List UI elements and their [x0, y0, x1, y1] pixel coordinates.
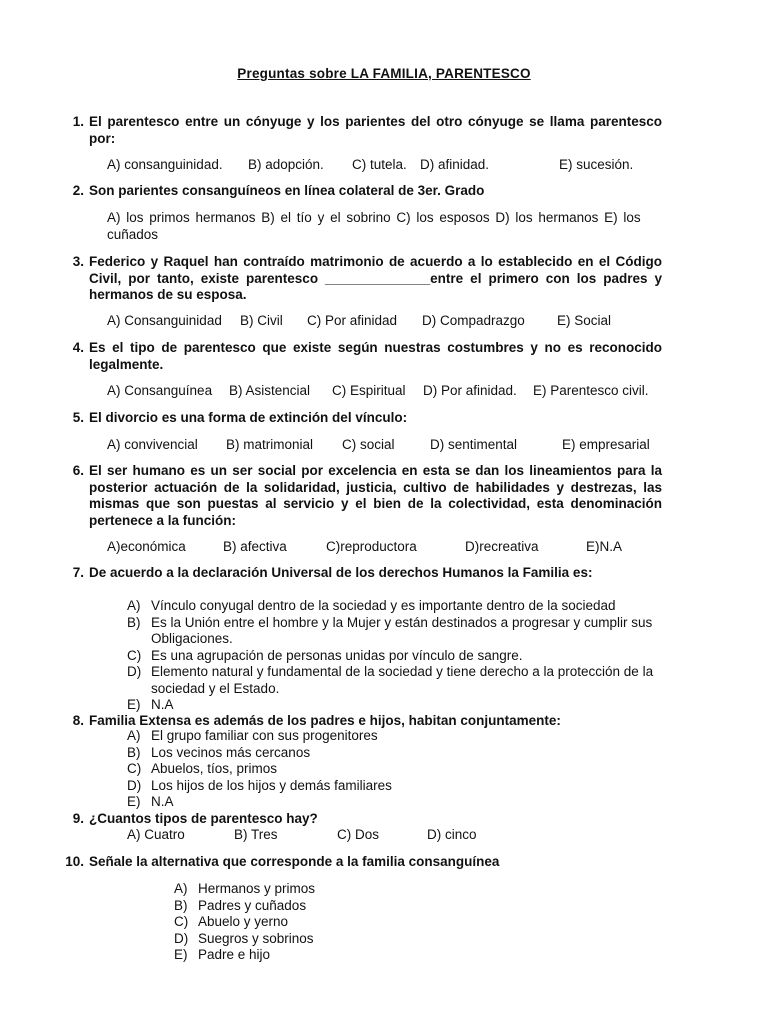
option-letter: D): [127, 664, 142, 679]
option-text: Elemento natural y fundamental de la sociedad y tiene derecho a la protección de la sociedad y el Estado.: [151, 664, 654, 696]
question-text: Es el tipo de parentesco que existe según nuestras costumbres y no es reconocido legalmente.: [89, 340, 662, 372]
option-letter: E): [127, 794, 141, 809]
option-a[interactable]: [127, 728, 667, 745]
option-text: El grupo familiar con sus progenitores: [151, 728, 378, 743]
question-number: 3.: [72, 254, 84, 269]
option-d[interactable]: D) Por afinidad.: [423, 383, 517, 398]
question-8-options: [127, 728, 667, 811]
question-9: [62, 811, 662, 828]
option-letter: A): [174, 881, 188, 896]
question-7: [62, 565, 662, 582]
option-d[interactable]: [127, 664, 667, 697]
option-c[interactable]: C)reproductora: [326, 539, 417, 554]
option-c[interactable]: C) tutela.: [352, 157, 407, 172]
question-3: [62, 254, 662, 304]
option-e[interactable]: E) Parentesco civil.: [533, 383, 649, 398]
option-d[interactable]: D)recreativa: [465, 539, 539, 554]
option-a[interactable]: A) Consanguinidad: [107, 313, 222, 328]
option-e[interactable]: [174, 947, 474, 964]
option-d[interactable]: D) Compadrazgo: [422, 313, 525, 328]
question-text: El ser humano es un ser social por excelencia en esta se dan los lineamientos para la posterior actuación de la solidaridad, justicia, cultivo de habilidades y destrezas, las mismas que son puestas al servicio y el bien de la colectividad, esta denominación pertenece a la función:: [89, 463, 662, 528]
option-text: Padres y cuñados: [198, 897, 307, 913]
option-letter: B): [127, 614, 141, 630]
question-text: Familia Extensa es además de los padres e hijos, habitan conjuntamente:: [89, 713, 561, 728]
question-text: De acuerdo a la declaración Universal de los derechos Humanos la Familia es:: [89, 565, 593, 580]
option-d[interactable]: [127, 778, 667, 795]
option-c[interactable]: C) Por afinidad: [307, 313, 398, 328]
question-number: 4.: [72, 340, 84, 355]
option-d[interactable]: D) afinidad.: [420, 157, 490, 172]
option-e[interactable]: [127, 697, 667, 714]
option-letter: C): [127, 647, 142, 663]
page-title: Preguntas sobre LA FAMILIA, PARENTESCO: [237, 66, 531, 81]
option-c[interactable]: [127, 648, 667, 665]
question-text: Son parientes consanguíneos en línea colateral de 3er. Grado: [89, 183, 485, 198]
question-7-options: [127, 598, 667, 714]
option-c[interactable]: C) Espiritual: [332, 383, 406, 398]
option-b[interactable]: B) Civil: [240, 313, 283, 328]
option-c[interactable]: [127, 761, 667, 778]
option-a[interactable]: A) consanguinidad.: [107, 157, 223, 172]
question-number: 6.: [72, 463, 84, 478]
option-b[interactable]: B) matrimonial: [226, 437, 314, 452]
option-letter: B): [174, 897, 188, 913]
option-text: Los vecinos más cercanos: [151, 744, 311, 760]
option-text: N.A: [151, 794, 174, 809]
question-6: [62, 463, 662, 529]
option-c[interactable]: C) social: [342, 437, 395, 452]
option-b[interactable]: [127, 745, 667, 762]
question-text: El parentesco entre un cónyuge y los parientes del otro cónyuge se llama parentesco por:: [89, 114, 662, 146]
question-text: Federico y Raquel han contraído matrimonio de acuerdo a lo establecido en el Código Civil, por tanto, existe parentesco ______________entre el primero con los padres y hermanos de su esposa.: [89, 254, 662, 302]
option-e[interactable]: E) sucesión.: [559, 157, 634, 172]
option-text: Es una agrupación de personas unidas por vínculo de sangre.: [151, 647, 523, 663]
option-letter: D): [174, 930, 189, 946]
question-text: ¿Cuantos tipos de parentesco hay?: [89, 811, 318, 826]
option-b[interactable]: B) Asistencial: [229, 383, 311, 398]
question-number: 5.: [72, 410, 84, 425]
option-b[interactable]: [174, 898, 474, 915]
option-b[interactable]: B) adopción.: [248, 157, 324, 172]
option-c[interactable]: [174, 914, 474, 931]
question-number: 8.: [72, 713, 84, 728]
option-letter: D): [127, 777, 142, 793]
question-4: [62, 340, 662, 373]
question-text: Señale la alternativa que corresponde a la familia consanguínea: [89, 854, 500, 869]
option-letter: A): [127, 728, 141, 743]
option-d[interactable]: D) cinco: [427, 827, 477, 842]
option-text: Suegros y sobrinos: [198, 930, 314, 946]
option-a[interactable]: A) Cuatro: [127, 827, 185, 842]
option-text: Padre e hijo: [198, 947, 271, 962]
option-letter: E): [127, 697, 141, 712]
option-letter: C): [174, 914, 189, 929]
option-a[interactable]: [174, 881, 474, 898]
question-number: 9.: [72, 811, 84, 826]
option-letter: A): [127, 598, 141, 613]
option-letter: B): [127, 744, 141, 760]
option-text: Vínculo conyugal dentro de la sociedad y es importante dentro de la sociedad: [151, 598, 616, 613]
question-number: 2.: [72, 183, 84, 198]
option-b[interactable]: [127, 615, 667, 648]
option-a[interactable]: [127, 598, 667, 615]
option-c[interactable]: C) Dos: [337, 827, 380, 842]
option-text: Hermanos y primos: [198, 881, 316, 896]
option-d[interactable]: D) sentimental: [430, 437, 518, 452]
option-text: Abuelos, tíos, primos: [151, 761, 278, 776]
option-e[interactable]: E)N.A: [586, 539, 623, 554]
question-1: [62, 114, 662, 147]
option-b[interactable]: B) afectiva: [223, 539, 287, 554]
option-e[interactable]: E) empresarial: [562, 437, 650, 452]
question-number: 10.: [65, 854, 84, 869]
option-letter: C): [127, 761, 142, 776]
question-10: [62, 854, 662, 871]
question-number: 1.: [72, 114, 84, 129]
option-text: Es la Unión entre el hombre y la Mujer y están destinados a progresar y cumplir sus Obligaciones.: [151, 614, 653, 646]
option-text: Los hijos de los hijos y demás familiares: [151, 777, 392, 793]
option-b[interactable]: B) Tres: [234, 827, 278, 842]
question-number: 7.: [72, 565, 84, 580]
question-2: [62, 183, 662, 200]
option-letter: E): [174, 947, 188, 962]
question-10-options: [174, 881, 474, 964]
question-2-options[interactable]: A) los primos hermanos B) el tío y el sobrino C) los esposos D) los hermanos E) los cuñados: [107, 210, 641, 242]
option-d[interactable]: [174, 931, 474, 948]
option-a[interactable]: A) Consanguínea: [107, 383, 213, 398]
option-e[interactable]: [127, 794, 667, 811]
option-text: N.A: [151, 697, 174, 712]
option-a[interactable]: A) convivencial: [107, 437, 198, 452]
option-e[interactable]: E) Social: [557, 313, 612, 328]
question-text: El divorcio es una forma de extinción del vínculo:: [89, 410, 408, 425]
option-text: Abuelo y yerno: [198, 914, 289, 929]
option-a[interactable]: A)económica: [107, 539, 186, 554]
question-5: [62, 410, 662, 427]
